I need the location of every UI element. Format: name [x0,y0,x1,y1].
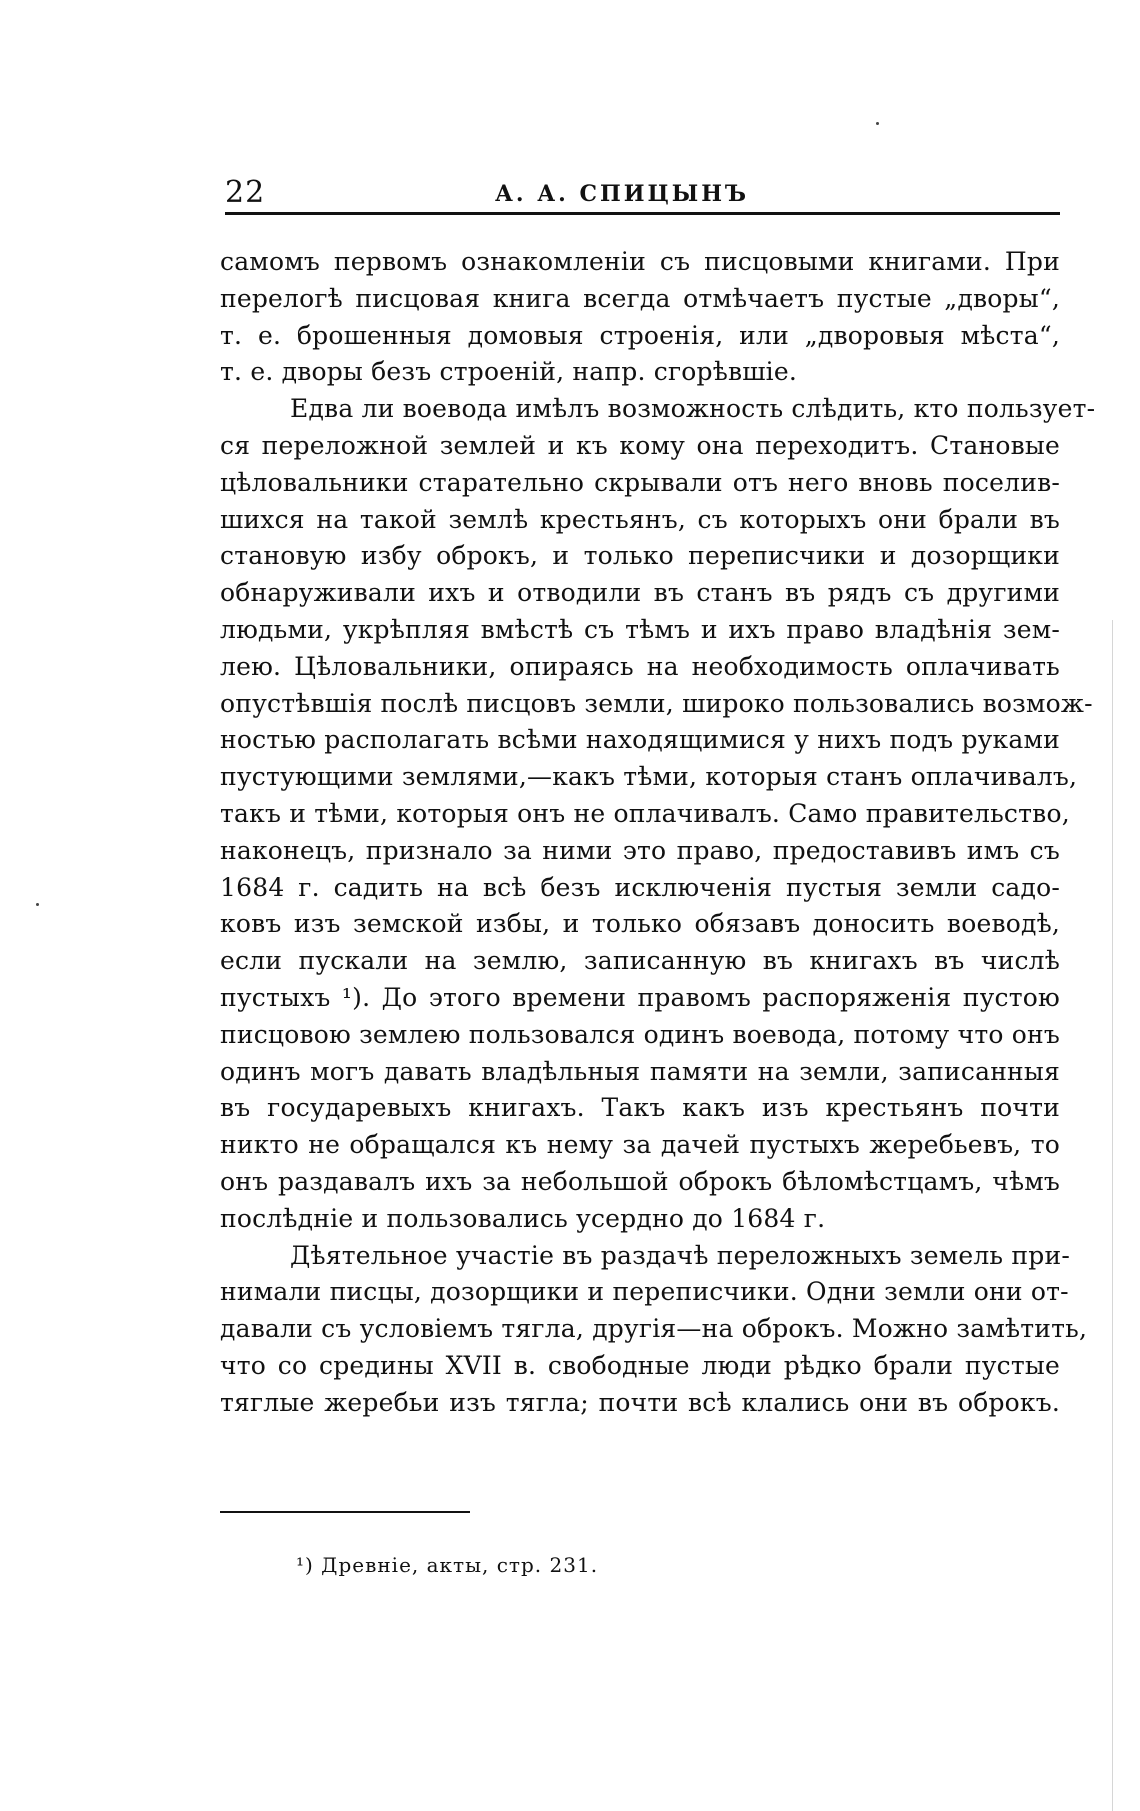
text-line: т. е. дворы безъ строеній, напр. сгорѣвшіе. [220,357,798,387]
text-line: самомъ первомъ ознакомленіи съ писцовыми книгами. При [220,247,1060,276]
text-line: людьми, укрѣпляя вмѣстѣ съ тѣмъ и ихъ право владѣнія зем- [220,614,1060,644]
text-line: перелогѣ писцовая книга всегда отмѣчаетъ пустые „дворы“, [220,283,1060,313]
scan-speck [36,903,39,906]
scan-speck [876,122,879,125]
text-line: онъ раздавалъ ихъ за небольшой оброкъ бѣломѣстцамъ, чѣмъ [220,1166,1060,1196]
header-rule [225,212,1060,215]
body-text [220,244,1096,1422]
text-line: нимали писцы, дозорщики и переписчики. Одни земли они от- [220,1277,1069,1307]
text-line: обнаруживали ихъ и отводили въ станъ въ рядъ съ другими [220,578,1060,608]
text-line: наконецъ, признало за ними это право, предоставивъ имъ съ [220,835,1060,865]
text-line: становую избу оброкъ, и только переписчики и дозорщики [220,541,1060,571]
running-head: А. А. СПИЦЫНЪ [495,181,750,207]
text-line: одинъ могъ давать владѣльныя памяти на земли, записанныя [220,1056,1060,1086]
page-header [225,175,1060,215]
page-number: 22 [225,175,266,210]
text-line: давали съ условіемъ тягла, другія—на оброкъ. Можно замѣтить, [220,1314,1088,1344]
text-line: писцовою землею пользовался одинъ воевода, потому что онъ [220,1019,1060,1049]
footnote-rule [220,1511,470,1513]
text-line: т. е. брошенныя домовыя строенія, или „дворовыя мѣста“, [220,320,1060,350]
footnote: ¹) Древніе, акты, стр. 231. [296,1553,599,1577]
text-line: въ государевыхъ книгахъ. Такъ какъ изъ крестьянъ почти [220,1093,1060,1123]
text-line: 1684 г. садить на всѣ безъ исключенія пустыя земли садо- [220,872,1060,902]
text-line: никто не обращался къ нему за дачей пустыхъ жеребьевъ, то [220,1130,1060,1160]
text-line: Едва ли воевода имѣлъ возможность слѣдить, кто пользует- [290,394,1096,424]
text-line: такъ и тѣми, которыя онъ не оплачивалъ. Само правительство, [220,798,1070,828]
text-line: что со средины XVII в. свободные люди рѣдко брали пустые [220,1350,1060,1380]
text-line: ся переложной землей и къ кому она переходитъ. Становые [220,430,1060,460]
text-line: ковъ изъ земской избы, и только обязавъ доносить воеводѣ, [220,909,1060,939]
text-line: пустыхъ ¹). До этого времени правомъ распоряженія пустою [220,982,1060,1012]
text-line: пустующими землями,—какъ тѣми, которыя станъ оплачивалъ, [220,762,1078,792]
text-line: шихся на такой землѣ крестьянъ, съ которыхъ они брали въ [220,504,1060,534]
scan-margin-line [1112,620,1113,1811]
text-line: опустѣвшія послѣ писцовъ земли, широко пользовались возмож- [220,688,1093,718]
text-line: ностью располагать всѣми находящимися у нихъ подъ руками [220,725,1060,755]
text-line: Дѣятельное участіе въ раздачѣ переложныхъ земель при- [290,1240,1070,1270]
text-line: тяглые жеребьи изъ тягла; почти всѣ клались они въ оброкъ. [220,1387,1060,1417]
text-line: цѣловальники старательно скрывали отъ него вновь поселив- [220,467,1060,497]
text-line: если пускали на землю, записанную въ книгахъ въ числѣ [220,946,1060,976]
text-line: лею. Цѣловальники, опираясь на необходимость оплачивать [220,651,1060,681]
text-line: послѣдніе и пользовались усердно до 1684 г. [220,1203,826,1233]
